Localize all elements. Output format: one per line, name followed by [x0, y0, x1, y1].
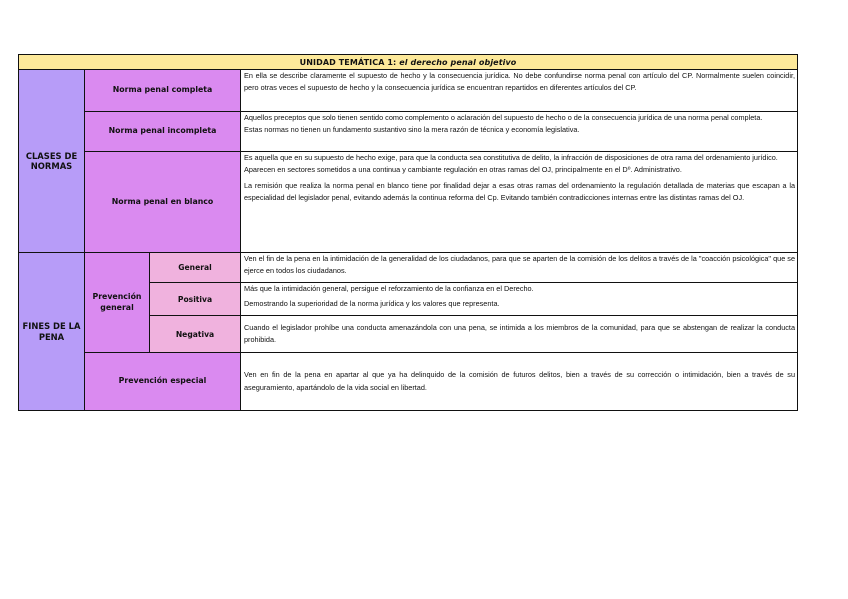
title-lead: UNIDAD TEMÁTICA 1:: [299, 57, 397, 67]
summary-table: [18, 54, 798, 411]
category-clases-de-normas: CLASES DE NORMAS: [19, 70, 85, 253]
category-fines-de-la-pena: FINES DE LA PENA: [19, 253, 85, 411]
positiva-desc: [241, 283, 798, 316]
prevencion-general-label: Prevención general: [85, 253, 150, 353]
desc-paragraph: Es aquella que en su supuesto de hecho exige, para que la conducta sea constitutiva de delito, la infracción de disposiciones de otra rama del ordenamiento jurídico.: [244, 153, 778, 162]
negativa-desc: [241, 316, 798, 353]
desc-paragraph: La remisión que realiza la norma penal en blanco tiene por finalidad dejar a esas otras ramas del ordenamiento la regulación detallada de materias que escapan a la especialidad del legislador penal, evitando además la continua reforma del Cp. Evitando también contradicciones internas entre las distintas ramas del OJ.: [244, 180, 796, 202]
desc-paragraph: Aparecen en sectores sometidos a una continua y cambiante regulación en otras ramas del OJ, principalmente en el Dº. Administrativo.: [244, 165, 682, 175]
general-desc: [241, 253, 798, 283]
prevencion-especial-desc: [241, 353, 798, 411]
desc-paragraph: Demostrando la superioridad de la norma jurídica y los valores que representa.: [244, 299, 500, 309]
norma-completa-label: Norma penal completa: [85, 70, 241, 112]
negativa-label: Negativa: [150, 316, 241, 353]
norma-en-blanco-label: Norma penal en blanco: [85, 152, 241, 253]
general-label: General: [150, 253, 241, 283]
norma-en-blanco-desc: [241, 152, 798, 253]
desc-paragraph: Ven el fin de la pena en la intimidación de la generalidad de los ciudadanos, para que se aparten de la comisión de los delitos a través de la "coacción psicológica" que se ejerce en todos los ciudadanos.: [244, 254, 796, 276]
desc-paragraph: Aquellos preceptos que solo tienen sentido como complemento o aclaración del supuesto de hecho o de la consecuencia jurídica de una norma penal completa.: [244, 113, 763, 122]
norma-incompleta-label: Norma penal incompleta: [85, 112, 241, 152]
desc-paragraph: Ven en fin de la pena en apartar al que ya ha delinquido de la comisión de futuros delitos, bien a través de su corrección o intimidación, bien a través de su aseguramiento, apartándolo de la vida social en libertad.: [244, 370, 796, 392]
desc-paragraph: En ella se describe claramente el supuesto de hecho y la consecuencia jurídica. No debe confundirse norma penal con artículo del CP. Normalmente suelen coincidir, pero otras veces el supuesto de hecho y la consecuencia jurídica se encuentran repartidos en diferentes artículos del CP.: [244, 71, 796, 93]
desc-paragraph: Más que la intimidación general, persigue el reforzamiento de la confianza en el Derecho.: [244, 284, 534, 293]
title-rest: el derecho penal objetivo: [396, 57, 517, 67]
norma-completa-desc: [241, 70, 798, 112]
table-title: [19, 55, 798, 70]
prevencion-especial-label: Prevención especial: [85, 353, 241, 411]
norma-incompleta-desc: [241, 112, 798, 152]
desc-paragraph: Estas normas no tienen un fundamento sustantivo sino la mera razón de técnica y economía legislativa.: [244, 125, 580, 135]
desc-paragraph: Cuando el legislador prohíbe una conducta amenazándola con una pena, se intimida a los miembros de la comunidad, para que se abstengan de realizar la conducta prohibida.: [244, 322, 796, 344]
positiva-label: Positiva: [150, 283, 241, 316]
